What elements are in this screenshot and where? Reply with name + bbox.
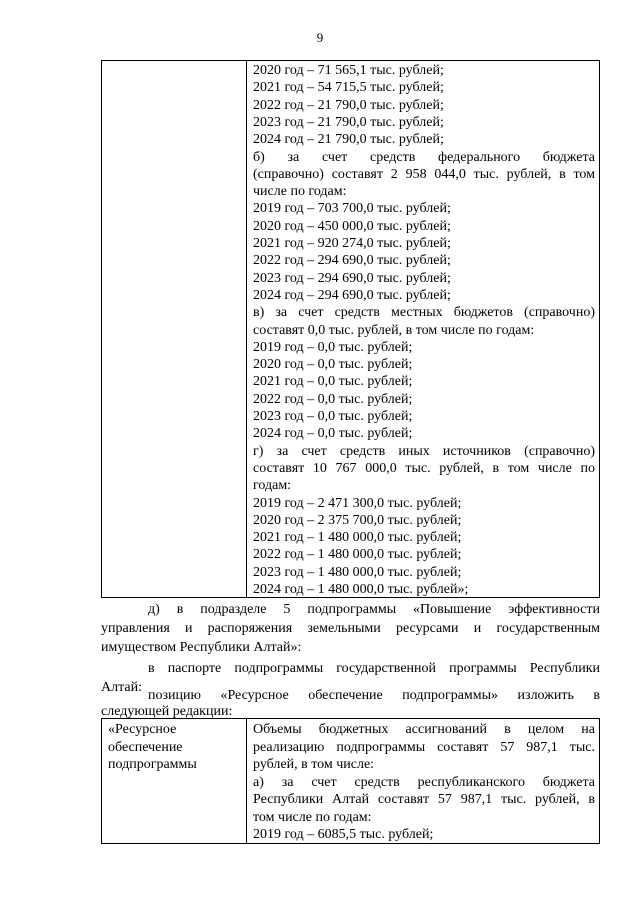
table-line: 2022 год – 1 480 000,0 тыс. рублей; [253, 547, 462, 563]
table-line: б) за счет средств федерального бюджета [253, 149, 595, 165]
paragraph-line: позицию «Ресурсное обеспечение подпрограммы» изложить в [148, 688, 600, 703]
table-line: 2020 год – 450 000,0 тыс. рублей; [253, 218, 451, 234]
table-line: 2021 год – 1 480 000,0 тыс. рублей; [253, 530, 462, 546]
table-line: 2024 год – 21 790,0 тыс. рублей; [253, 132, 444, 148]
table-line: 2020 год – 71 565,1 тыс. рублей; [253, 63, 444, 78]
table-line: 2022 год – 0,0 тыс. рублей; [253, 391, 413, 407]
table-line: а) за счет средств республиканского бюджета [253, 774, 595, 790]
table-line: рублей, в том числе: [253, 757, 375, 772]
subprogram-funding-table [101, 718, 600, 844]
table-line: 2024 год – 294 690,0 тыс. рублей; [253, 287, 451, 303]
table-line: в) за счет средств местных бюджетов (справочно) [253, 305, 595, 321]
paragraph-line: управления и распоряжения земельными ресурсами и государственным [101, 621, 600, 636]
page-number: 9 [316, 30, 324, 45]
table-left-cell [102, 719, 247, 843]
table-line: подпрограммы [108, 757, 197, 772]
table-line: числе по годам: [253, 184, 347, 200]
table-line: 2022 год – 294 690,0 тыс. рублей; [253, 253, 451, 269]
table-line: составят 0,0 тыс. рублей, в том числе по годам: [253, 322, 535, 338]
table-line: обеспечение [108, 739, 183, 755]
table-line: 2021 год – 54 715,5 тыс. рублей; [253, 80, 444, 96]
table-line: 2023 год – 21 790,0 тыс. рублей; [253, 114, 444, 130]
table-line: 2023 год – 1 480 000,0 тыс. рублей; [253, 564, 462, 580]
table-line: Объемы бюджетных ассигнований в целом на [253, 722, 595, 737]
table-line: г) за счет средств иных источников (справочно) [253, 443, 595, 459]
paragraph-line: в паспорте подпрограммы государственной программы Республики [148, 661, 600, 676]
table-line: 2024 год – 1 480 000,0 тыс. рублей»; [253, 582, 469, 597]
table-line: том числе по годам: [253, 809, 372, 825]
table-line: 2019 год – 6085,5 тыс. рублей; [253, 827, 434, 842]
table-line: Республики Алтай составят 57 987,1 тыс. рублей, в [253, 792, 595, 807]
table-line: 2022 год – 21 790,0 тыс. рублей; [253, 97, 444, 113]
table-line: 2023 год – 294 690,0 тыс. рублей; [253, 270, 451, 286]
table-line: реализацию подпрограммы составят 57 987,1 тыс. [253, 739, 595, 755]
table-line: 2019 год – 2 471 300,0 тыс. рублей; [253, 495, 462, 511]
table-line: 2023 год – 0,0 тыс. рублей; [253, 409, 413, 424]
table-left-cell [102, 61, 247, 597]
paragraph-line: имуществом Республики Алтай»: [101, 640, 302, 655]
table-line: 2021 год – 920 274,0 тыс. рублей; [253, 236, 451, 251]
table-line: 2021 год – 0,0 тыс. рублей; [253, 374, 413, 390]
table-line: годам: [253, 478, 292, 494]
paragraph-line: следующей редакции: [101, 704, 233, 719]
paragraph-line: Алтай: [101, 680, 142, 695]
table-line: 2020 год – 2 375 700,0 тыс. рублей; [253, 512, 462, 528]
table-line: составят 10 767 000,0 тыс. рублей, в том числе по [253, 460, 595, 476]
funding-table-continued [101, 60, 600, 598]
table-line: «Ресурсное [108, 722, 177, 737]
table-line: 2019 год – 703 700,0 тыс. рублей; [253, 201, 451, 217]
table-line: 2020 год – 0,0 тыс. рублей; [253, 357, 413, 373]
table-line: 2019 год – 0,0 тыс. рублей; [253, 339, 413, 355]
table-line: (справочно) составят 2 958 044,0 тыс. рублей, в том [253, 166, 595, 182]
table-line: 2024 год – 0,0 тыс. рублей; [253, 426, 413, 442]
paragraph-line: д) в подразделе 5 подпрограммы «Повышение эффективности [148, 602, 600, 617]
